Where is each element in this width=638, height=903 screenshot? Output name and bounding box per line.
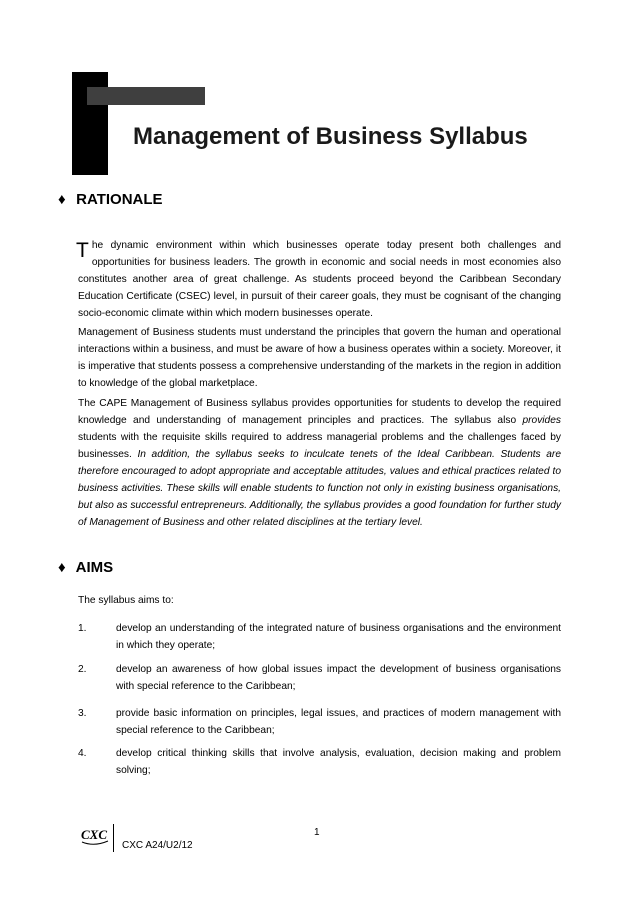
aims-item-text: develop critical thinking skills that involve analysis, evaluation, decision making and problem solving; xyxy=(116,748,561,776)
aims-item xyxy=(78,661,561,695)
rationale-heading-text: RATIONALE xyxy=(76,191,163,208)
aims-item-text: develop an understanding of the integrated nature of business organisations and the environment in which they operate; xyxy=(116,623,561,651)
bullet-diamond-icon: ♦ xyxy=(58,559,66,576)
page-title: Management of Business Syllabus xyxy=(133,123,528,150)
rationale-paragraph-2: Management of Business students must understand the principles that govern the human and operational interactions within a business, and must be aware of how a business operates within a society. Moreover, it is imperative that students possess a comprehensive understanding of the markets in the region in addition to knowledge of the global marketplace. xyxy=(78,327,561,389)
aims-item-text: develop an awareness of how global issues impact the development of business organisations with special reference to the Caribbean; xyxy=(116,664,561,692)
aims-item-text: provide basic information on principles, legal issues, and practices of modern management with special reference to the Caribbean; xyxy=(116,708,561,736)
rationale-p3-part-d: In addition, the syllabus seeks to inculcate tenets of the Ideal Caribbean. Students are therefore encouraged to adopt appropriate and acceptable attitudes, values and ethical practices related to business activities. These skills will enable students to function not only in existing business organisations, but also as successful entrepreneurs. Additionally, the syllabus provides a good foundation for further study of Management of Business and other related disciplines at the tertiary level. xyxy=(78,449,561,528)
aims-item xyxy=(78,745,561,779)
aims-intro: The syllabus aims to: xyxy=(78,595,174,606)
rationale-paragraph-3 xyxy=(78,395,561,531)
rationale-p3-part-c: students with the requisite skills required to address managerial problems and the challenges faced by businesses. xyxy=(78,432,561,460)
aims-item-number: 2. xyxy=(78,664,87,675)
aims-item-number: 1. xyxy=(78,623,87,634)
cxc-logo xyxy=(80,824,110,848)
footer-code: CXC A24/U2/12 xyxy=(122,840,193,851)
aims-item-number: 4. xyxy=(78,748,87,759)
rationale-heading xyxy=(58,191,163,208)
rationale-p3-part-b: provides xyxy=(522,415,561,426)
bullet-diamond-icon: ♦ xyxy=(58,191,66,208)
footer-divider xyxy=(113,824,114,852)
aims-heading xyxy=(58,559,113,576)
cxc-logo-text: CXC xyxy=(81,827,108,842)
rationale-paragraph-1 xyxy=(78,237,561,322)
aims-item-number: 3. xyxy=(78,708,87,719)
rationale-paragraph-1-text: he dynamic environment within which businesses operate today present both challenges and opportunities for business leaders. The growth in economic and social needs in most economies also constitutes another area of great challenge. As students proceed beyond the Caribbean Secondary Education Certificate (CSEC) level, in pursuit of their career goals, they must be cognisant of the changing socio-economic climate within which modern businesses operate. xyxy=(78,240,561,319)
title-decoration-accent xyxy=(87,87,205,105)
drop-cap: T xyxy=(76,239,89,262)
aims-heading-text: AIMS xyxy=(75,559,114,576)
aims-item xyxy=(78,620,561,654)
aims-item xyxy=(78,705,561,739)
rationale-p3-part-a: The CAPE Management of Business syllabus provides opportunities for students to develop the required knowledge and understanding of management principles and practices. The syllabus also xyxy=(78,398,561,426)
page-number: 1 xyxy=(314,827,320,838)
